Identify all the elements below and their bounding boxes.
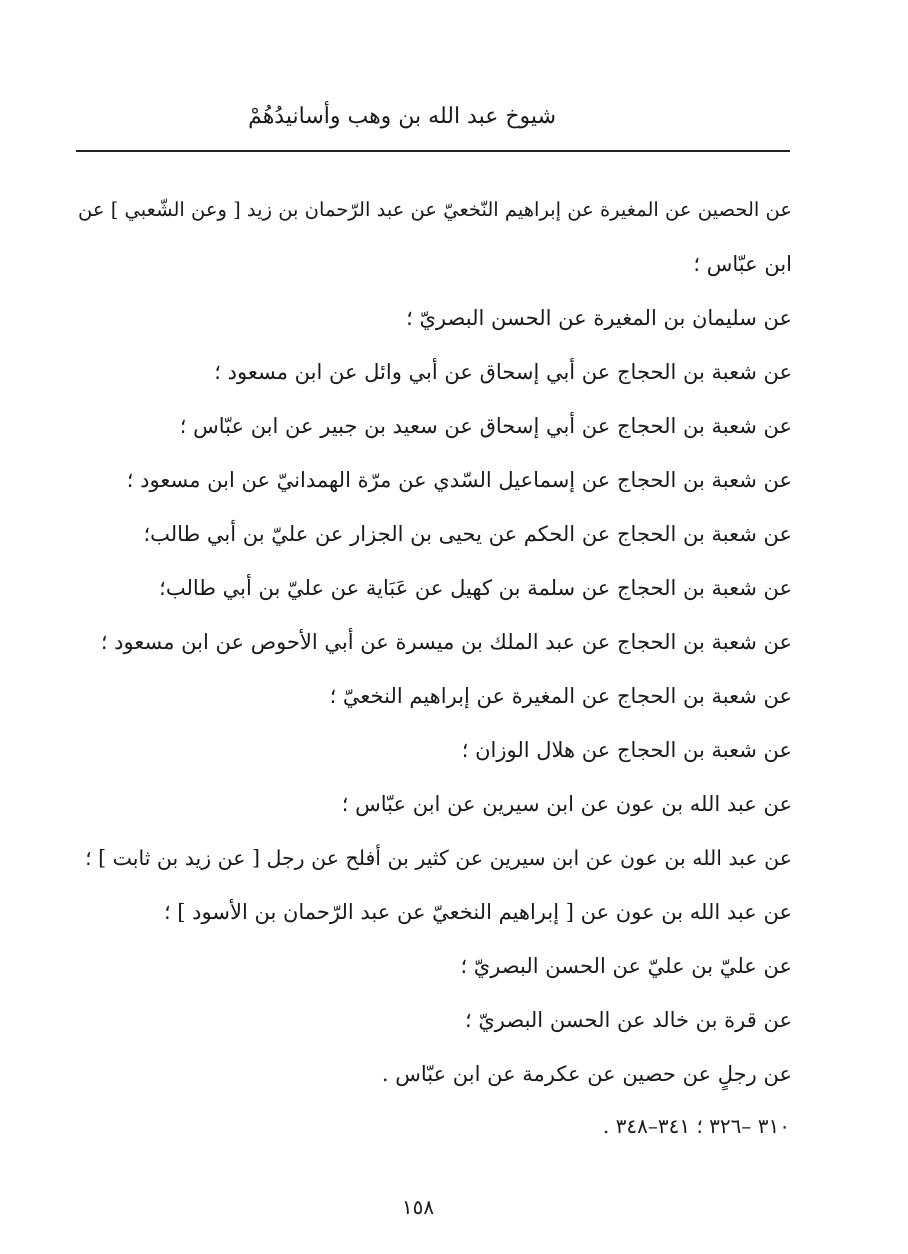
text-line: عن شعبة بن الحجاج عن أبي إسحاق عن سعيد بن جبير عن ابن عبّاس ؛: [179, 414, 792, 438]
text-line: عن الحصين عن المغيرة عن إبراهيم النّخعيّ عن عبد الرّحمان بن زيد [ وعن الشّعبي ] عن: [78, 198, 792, 221]
text-line: عن عبد الله بن عون عن [ إبراهيم النخعيّ عن عبد الرّحمان بن الأسود ] ؛: [163, 900, 792, 924]
text-line: عن شعبة بن الحجاج عن الحكم عن يحيى بن الجزار عن عليّ بن أبي طالب؛: [143, 522, 792, 546]
text-line: عن رجلٍ عن حصين عن عكرمة عن ابن عبّاس .: [381, 1062, 792, 1086]
text-line: عن شعبة بن الحجاج عن المغيرة عن إبراهيم النخعيّ ؛: [329, 684, 792, 708]
text-line: عن شعبة بن الحجاج عن أبي إسحاق عن أبي وائل عن ابن مسعود ؛: [214, 360, 792, 384]
text-line: عن شعبة بن الحجاج عن سلمة بن كهيل عن عَبَاية عن عليّ بن أبي طالب؛: [159, 576, 792, 600]
text-line: عن عليّ بن عليّ عن الحسن البصريّ ؛: [460, 954, 792, 978]
text-line: عن شعبة بن الحجاج عن هلال الوزان ؛: [461, 738, 792, 762]
text-line: عن سليمان بن المغيرة عن الحسن البصريّ ؛: [406, 306, 792, 330]
text-line: عن شعبة بن الحجاج عن إسماعيل السّدي عن مرّة الهمدانيّ عن ابن مسعود ؛: [126, 468, 792, 492]
page-number: ١٥٨: [401, 1195, 435, 1219]
running-header: شيوخ عبد الله بن وهب وأسانيدُهُمْ: [248, 104, 556, 129]
reference-numbers: ٣١٠ –٣٢٦ ؛ ٣٤١–٣٤٨ .: [602, 1114, 790, 1138]
header-rule: [76, 150, 790, 152]
text-line: عن عبد الله بن عون عن ابن سيرين عن ابن عبّاس ؛: [341, 792, 792, 816]
text-line: عن قرة بن خالد عن الحسن البصريّ ؛: [464, 1008, 792, 1032]
text-line: ابن عبّاس ؛: [693, 252, 792, 276]
text-line: عن شعبة بن الحجاج عن عبد الملك بن ميسرة عن أبي الأحوص عن ابن مسعود ؛: [100, 630, 792, 654]
body-text: [70, 183, 792, 1101]
text-line: عن عبد الله بن عون عن ابن سيرين عن كثير بن أفلح عن رجل [ عن زيد بن ثابت ] ؛: [85, 846, 792, 870]
